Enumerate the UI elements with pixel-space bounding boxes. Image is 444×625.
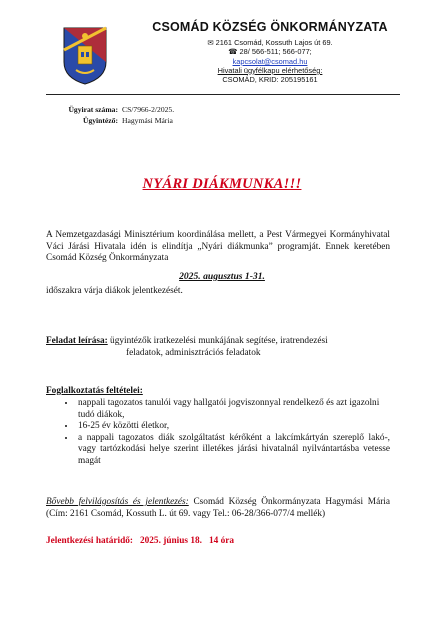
letterhead-email-link[interactable]: kapcsolat@csomad.hu [232, 56, 308, 66]
conditions-heading: Foglalkoztatás feltételei: [46, 386, 143, 396]
task-description [46, 336, 390, 359]
phone-icon: ☎ [228, 47, 238, 57]
document-meta [46, 105, 174, 126]
task-line-2: feladatok, adminisztrációs feladatok [126, 347, 261, 358]
letterhead-gateway-value: CSOMÁD, KRID: 205195161 [222, 75, 318, 85]
letterhead-divider [46, 94, 400, 95]
intro-paragraph: A Nemzetgazdasági Minisztérium koordinálása mellett, a Pest Vármegyei Kormányhivatal Váci Járási Hivatala idén is elindítja „Nyári diákmunka” programját. Ennek keretében Csomád Község Önkormányzata [46, 230, 390, 264]
meta-case-row [46, 105, 174, 116]
letterhead-address: 2161 Csomád, Kossuth Lajos út 69. [215, 38, 333, 47]
task-label: Feladat leírása: [46, 336, 108, 346]
meta-officer-value: Hagymási Mária [122, 115, 173, 125]
period-date: 2025. augusztus 1-31. [179, 271, 265, 282]
meta-case-value: CS/7966-2/2025. [122, 105, 175, 114]
meta-case-label: Ügyirat száma: [68, 105, 118, 114]
letterhead-address-line [120, 38, 420, 47]
task-line-1: ügyintézők iratkezelési munkájának segítése, iratrendezési [110, 336, 328, 346]
application-deadline: Jelentkezési határidő: 2025. június 18. 14 óra [46, 536, 234, 546]
letterhead-title: CSOMÁD KÖZSÉG ÖNKORMÁNYZATA [152, 20, 388, 34]
letterhead-email-line [120, 57, 420, 66]
conditions-list [46, 398, 390, 468]
envelope-icon: ✉ [207, 38, 214, 47]
letterhead [120, 20, 420, 84]
list-item: • nappali tagozatos tanulói vagy hallgatói jogviszonnyal rendelkező és azt igazolni tudó diákok, [76, 398, 390, 421]
list-item: • 16-25 év közötti életkor, [76, 421, 390, 433]
meta-officer-row [46, 116, 174, 127]
meta-officer-label: Ügyintéző: [82, 115, 118, 125]
contact-info-label: Bővebb felvilágosítás és jelentkezés: [46, 497, 189, 507]
page-title: NYÁRI DIÁKMUNKA!!! [142, 176, 302, 192]
contact-info [46, 497, 390, 520]
contact-info-text: Csomád Község Önkormányzata Hagymási Mária (Cím: 2161 Csomád, Kossuth L. út 69. vagy Tel.: 06-28/366-077/4 mellék) [46, 497, 391, 519]
period-text: időszakra várja diákok jelentkezését. [46, 286, 183, 296]
letterhead-gateway-label: Hivatali ügyfélkapu elérhetőség: [217, 65, 323, 75]
letterhead-phone-line [120, 47, 420, 56]
letterhead-phone: 28/ 566-511; 566-077; [239, 47, 312, 57]
list-item: • a nappali tagozatos diák szolgáltatást kérőként a lakcímkártyán szereplő lakó-, vagy tartózkodási helye szerint illetékes járási hivatalnál nyilvántartásba vetesse magát [76, 433, 390, 468]
coat-of-arms-icon [62, 26, 108, 86]
